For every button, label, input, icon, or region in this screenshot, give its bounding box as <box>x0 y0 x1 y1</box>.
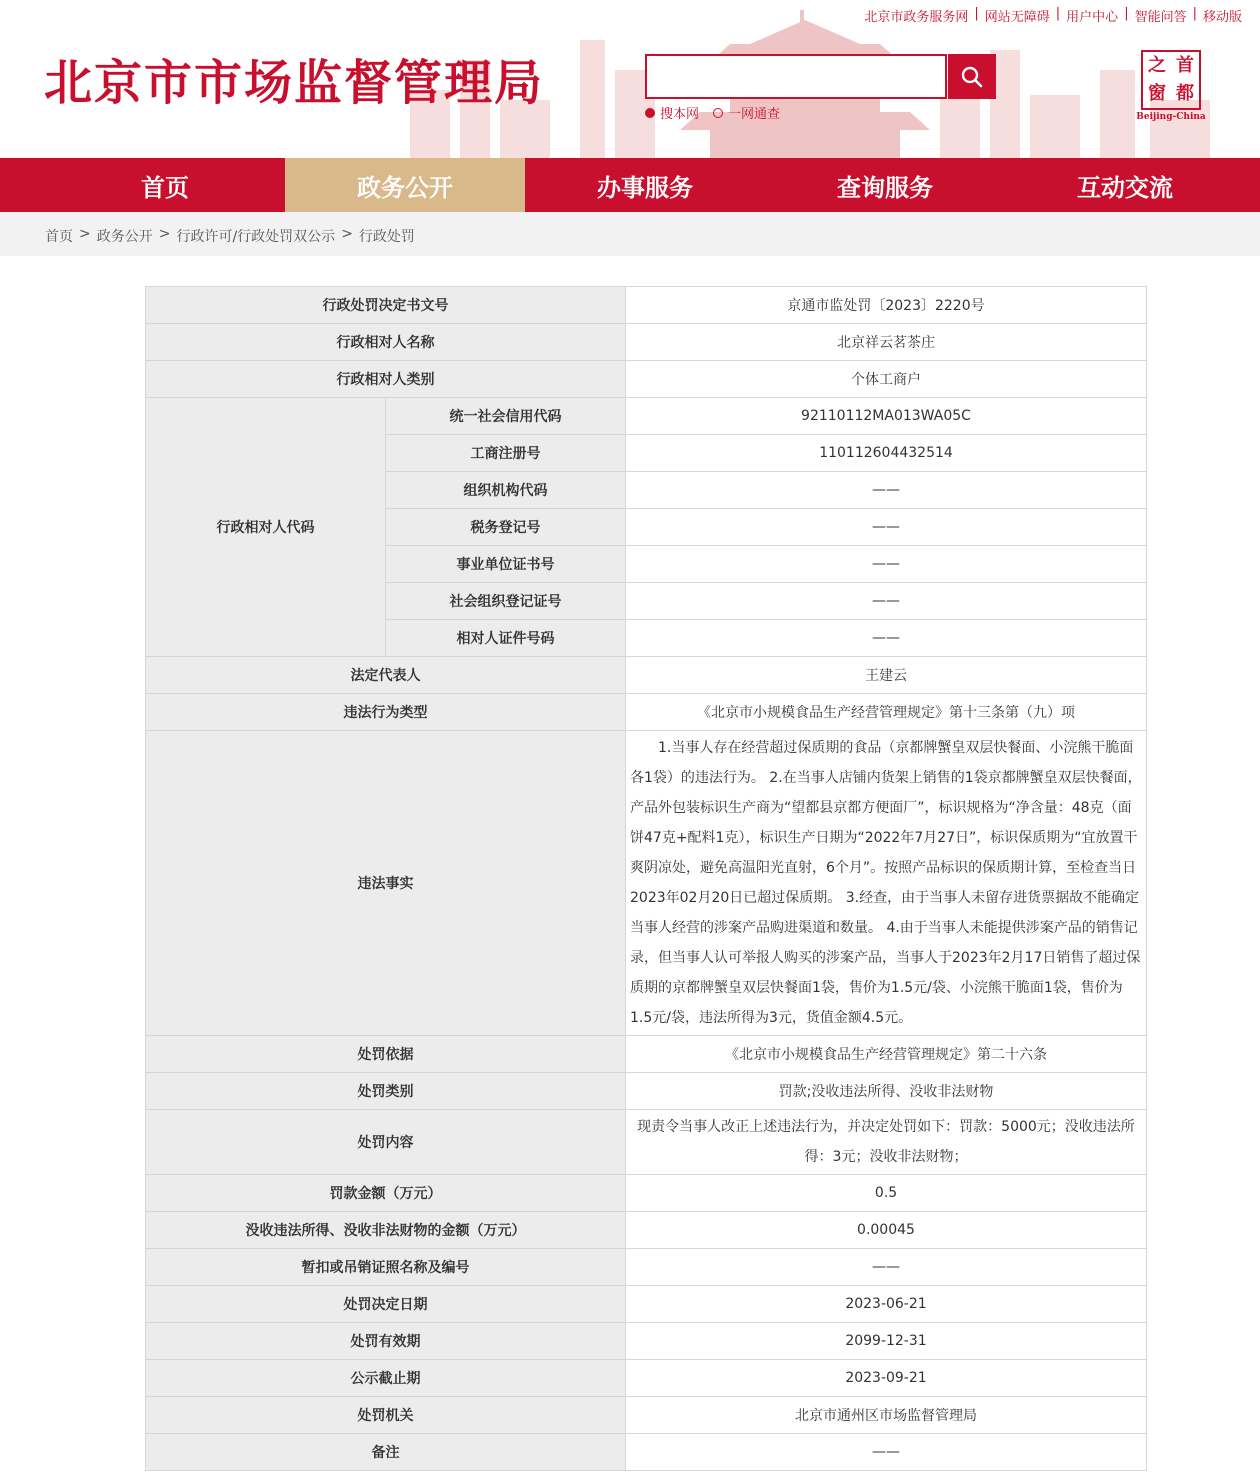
table-row <box>146 324 1147 361</box>
link-accessibility[interactable]: 网站无障碍 <box>984 10 1050 25</box>
field-value: 2023-06-21 <box>626 1286 1147 1323</box>
breadcrumb-separator: > <box>79 226 91 242</box>
capital-window-logo[interactable] <box>1136 50 1206 126</box>
radio-selected-icon <box>645 108 655 118</box>
field-label: 行政处罚决定书文号 <box>146 287 626 324</box>
field-value: 王建云 <box>626 657 1147 694</box>
field-value: 个体工商户 <box>626 361 1147 398</box>
nav-interaction[interactable]: 互动交流 <box>1077 173 1173 202</box>
breadcrumb-current[interactable]: 行政处罚 <box>358 229 415 245</box>
field-label: 罚款金额（万元） <box>146 1175 626 1212</box>
sub-field-label: 工商注册号 <box>386 435 626 472</box>
field-value: 0.00045 <box>626 1212 1147 1249</box>
breadcrumb-separator: > <box>341 226 353 242</box>
field-label: 行政相对人代码 <box>146 398 386 657</box>
main-nav <box>0 158 1260 212</box>
seal-char: 之 <box>1148 55 1166 76</box>
radio-unselected-icon <box>713 108 723 118</box>
field-value: —— <box>626 472 1147 509</box>
nav-query[interactable]: 查询服务 <box>837 173 933 202</box>
table-row <box>146 1397 1147 1434</box>
divider: | <box>1192 6 1197 21</box>
field-value: 现责令当事人改正上述违法行为，并决定处罚如下：罚款：5000元；没收违法所得：3元；没收非法财物； <box>626 1110 1147 1175</box>
table-row <box>146 1434 1147 1471</box>
sub-field-label: 组织机构代码 <box>386 472 626 509</box>
top-links <box>858 6 1248 25</box>
field-value: 《北京市小规模食品生产经营管理规定》第十三条第（九）项 <box>626 694 1147 731</box>
field-label: 公示截止期 <box>146 1360 626 1397</box>
link-mobile[interactable]: 移动版 <box>1202 10 1242 25</box>
breadcrumb-separator: > <box>158 226 171 242</box>
field-value: —— <box>626 509 1147 546</box>
table-row <box>146 731 1147 1036</box>
site-title: 北京市市场监督管理局 <box>44 55 545 111</box>
search-input[interactable] <box>647 56 945 97</box>
table-row <box>146 1036 1147 1073</box>
table-row <box>146 361 1147 398</box>
field-value: —— <box>626 620 1147 657</box>
search-scope-all-label: 一网通查 <box>728 107 781 122</box>
divider: | <box>974 6 979 21</box>
field-value: 1.当事人存在经营超过保质期的食品（京都牌蟹皇双层快餐面、小浣熊干脆面各1袋）的违法行为。 2.在当事人店铺内货架上销售的1袋京都牌蟹皇双层快餐面，产品外包装标识生产商为“望都县京都方便面厂”，标识规格为“净含量：48克（面饼47克+配料1克），标识生产日期为“2022年7月27日”，标识保质期为“宜放置干爽阴凉处，避免高温阳光直射，6个月”。按照产品标识的保质期计算，至检查当日2023年02月20日已超过保质期。 3.经查，由于当事人未留存进货票据故不能确定当事人经营的涉案产品购进渠道和数量。 4.由于当事人未能提供涉案产品的销售记录，但当事人认可举报人购买的涉案产品，当事人于2023年2月17日销售了超过保质期的京都牌蟹皇双层快餐面1袋，售价为1.5元/袋、小浣熊干脆面1袋，售价为1.5元/袋，违法所得为3元，货值金额4.5元。 <box>626 731 1147 1036</box>
field-value: —— <box>626 1249 1147 1286</box>
field-label: 行政相对人类别 <box>146 361 626 398</box>
field-label: 违法事实 <box>146 731 626 1036</box>
search-box <box>645 54 947 99</box>
search-scope-site[interactable] <box>645 103 699 122</box>
penalty-detail-table <box>145 286 1147 1471</box>
table-row <box>146 694 1147 731</box>
divider: | <box>1124 6 1129 21</box>
table-row <box>146 1110 1147 1175</box>
breadcrumb-dual-publicity[interactable]: 行政许可/行政处罚双公示 <box>176 229 336 245</box>
sub-field-label: 事业单位证书号 <box>386 546 626 583</box>
field-label: 备注 <box>146 1434 626 1471</box>
seal-char: 窗 <box>1148 83 1166 104</box>
sub-field-label: 税务登记号 <box>386 509 626 546</box>
header <box>0 0 1260 158</box>
search-scope <box>645 103 780 122</box>
field-label: 处罚机关 <box>146 1397 626 1434</box>
nav-services[interactable]: 办事服务 <box>597 173 693 202</box>
field-label: 没收违法所得、没收非法财物的金额（万元） <box>146 1212 626 1249</box>
table-row <box>146 1073 1147 1110</box>
field-value: 0.5 <box>626 1175 1147 1212</box>
table-row <box>146 1360 1147 1397</box>
field-value: 92110112MA013WA05C <box>626 398 1147 435</box>
link-user-center[interactable]: 用户中心 <box>1066 10 1119 25</box>
search-button[interactable] <box>948 54 996 99</box>
field-label: 处罚决定日期 <box>146 1286 626 1323</box>
breadcrumb-home[interactable]: 首页 <box>45 229 73 245</box>
seal-icon <box>1141 50 1201 110</box>
field-value: 北京祥云茗茶庄 <box>626 324 1147 361</box>
field-label: 处罚类别 <box>146 1073 626 1110</box>
table-row <box>146 398 1147 435</box>
table-row <box>146 1175 1147 1212</box>
field-value: 110112604432514 <box>626 435 1147 472</box>
field-label: 违法行为类型 <box>146 694 626 731</box>
field-value: 北京市通州区市场监督管理局 <box>626 1397 1147 1434</box>
seal-caption: Beijing-China <box>1136 112 1206 122</box>
breadcrumb-gov-affairs[interactable]: 政务公开 <box>96 229 153 245</box>
nav-home[interactable]: 首页 <box>141 173 189 202</box>
breadcrumb-bar <box>0 212 1260 256</box>
table-row <box>146 657 1147 694</box>
field-value: —— <box>626 583 1147 620</box>
table-row <box>146 287 1147 324</box>
field-value: 罚款;没收违法所得、没收非法财物 <box>626 1073 1147 1110</box>
field-value: —— <box>626 546 1147 583</box>
field-label: 暂扣或吊销证照名称及编号 <box>146 1249 626 1286</box>
field-value: 《北京市小规模食品生产经营管理规定》第二十六条 <box>626 1036 1147 1073</box>
field-label: 处罚内容 <box>146 1110 626 1175</box>
seal-char: 首 <box>1176 55 1194 76</box>
seal-char: 都 <box>1176 83 1194 104</box>
table-row <box>146 1212 1147 1249</box>
field-value: 2099-12-31 <box>626 1323 1147 1360</box>
link-smart-qa[interactable]: 智能问答 <box>1134 10 1187 25</box>
sub-field-label: 社会组织登记证号 <box>386 583 626 620</box>
table-row <box>146 1249 1147 1286</box>
search-scope-site-label: 搜本网 <box>660 107 700 122</box>
table-row <box>146 1286 1147 1323</box>
field-label: 处罚依据 <box>146 1036 626 1073</box>
field-label: 处罚有效期 <box>146 1323 626 1360</box>
field-value: 2023-09-21 <box>626 1360 1147 1397</box>
field-value: —— <box>626 1434 1147 1471</box>
sub-field-label: 相对人证件号码 <box>386 620 626 657</box>
sub-field-label: 统一社会信用代码 <box>386 398 626 435</box>
nav-gov-affairs[interactable]: 政务公开 <box>285 158 525 212</box>
table-row <box>146 1323 1147 1360</box>
breadcrumb <box>45 226 415 246</box>
link-gov-service[interactable]: 北京市政务服务网 <box>864 10 969 25</box>
field-label: 法定代表人 <box>146 657 626 694</box>
search-scope-all[interactable] <box>713 103 780 122</box>
field-value: 京通市监处罚〔2023〕2220号 <box>626 287 1147 324</box>
field-label: 行政相对人名称 <box>146 324 626 361</box>
divider: | <box>1055 6 1061 21</box>
search-icon <box>961 66 983 88</box>
